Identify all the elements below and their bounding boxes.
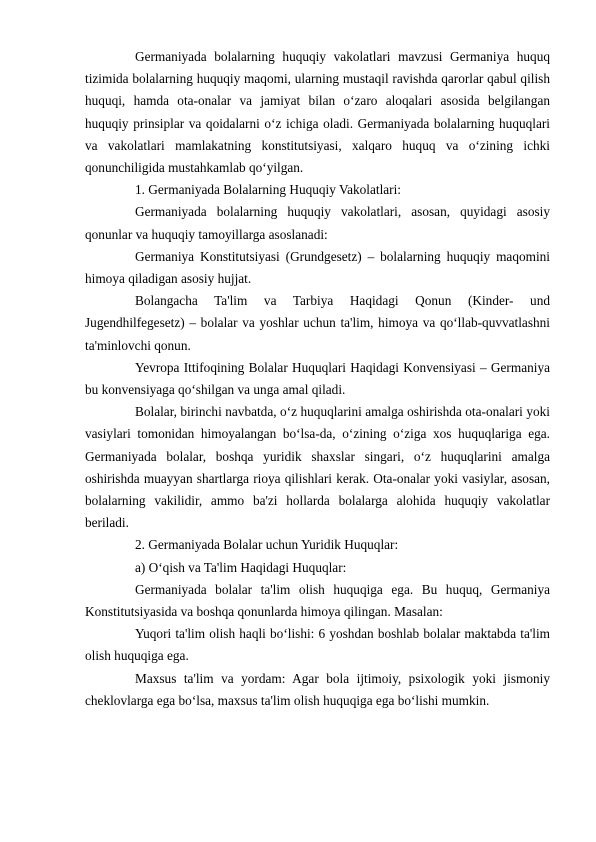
paragraph-laws-intro: Germaniyada bolalarning huquqiy vakolatlari, asosan, quyidagi asosiy qonunlar va huquqiy tamoyillarga asoslanadi: xyxy=(85,204,550,242)
subsection-heading-a: a) O‘qish va Ta'lim Haqidagi Huquqlar: xyxy=(135,559,347,575)
paragraph-youth-law: Bolangacha Ta'lim va Tarbiya Haqidagi Qonun (Kinder- und Jugendhilfegesetz) – bolalar va yoshlar uchun ta'lim, himoya va qo‘llab-quvvatlashni ta'minlovchi qonun. xyxy=(85,293,550,353)
paragraph-constitution: Germaniya Konstitutsiyasi (Grundgesetz) – bolalarning huquqiy maqomini himoya qiladigan asosiy hujjat. xyxy=(85,248,550,287)
paragraph-special-education: Maxsus ta'lim va yordam: Agar bola ijtimoiy, psixologik yoki jismoniy cheklovlarga ega bo‘lsa, maxsus ta'lim olish huquqiga ega bo‘lishi mumkin. xyxy=(85,670,550,708)
section-heading-1: 1. Germaniyada Bolalarning Huquqiy Vakolatlari: xyxy=(135,182,401,198)
paragraph-education-right: Germaniyada bolalar ta'lim olish huquqiga ega. Bu huquq, Germaniya Konstitutsiyasida va boshqa qonunlarda himoya qilingan. Masalan: xyxy=(85,581,550,620)
paragraph-guardians: Bolalar, birinchi navbatda, o‘z huquqlarini amalga oshirishda ota-onalari yoki vasiylari tomonidan himoyalangan bo‘lsa-da, o‘zining o‘ziga xos huquqlariga ega. Germaniyada bolalar, boshqa yuridik shaxslar singari, o‘z huquqlarini amalga oshirishda muayyan shartlarga rioya qilishlari kerak. Ota-onalar yoki vasiylar, asosan, bolalarning vakilidir, ammo ba'zi hollarda bolalarga alohida huquqiy vakolatlar beriladi. xyxy=(85,404,550,531)
paragraph-intro: Germaniyada bolalarning huquqiy vakolatlari mavzusi Germaniya huquq tizimida bolalarning huquqiy maqomi, ularning mustaqil ravishda qarorlar qabul qilish huquqi, hamda ota-onalar va jamiyat bilan o‘zaro aloqalari asosida belgilangan huquqiy prinsiplar va qoidalarni o‘z ichiga oladi. Germaniyada bolalarning huquqlari va vakolatlari mamlakatning konstitutsiyasi, xalqaro huquq va o‘zining ichki qonunchiligida mustahkamlab qo‘yilgan. xyxy=(85,49,550,176)
paragraph-eu-convention: Yevropa Ittifoqining Bolalar Huquqlari Haqidagi Konvensiyasi – Germaniya bu konvensiyaga qo‘shilgan va unga amal qiladi. xyxy=(85,359,550,398)
paragraph-school-age: Yuqori ta'lim olish haqli bo‘lishi: 6 yoshdan boshlab bolalar maktabda ta'lim olish huquqiga ega. xyxy=(85,626,550,664)
section-heading-2: 2. Germaniyada Bolalar uchun Yuridik Huquqlar: xyxy=(135,537,399,553)
